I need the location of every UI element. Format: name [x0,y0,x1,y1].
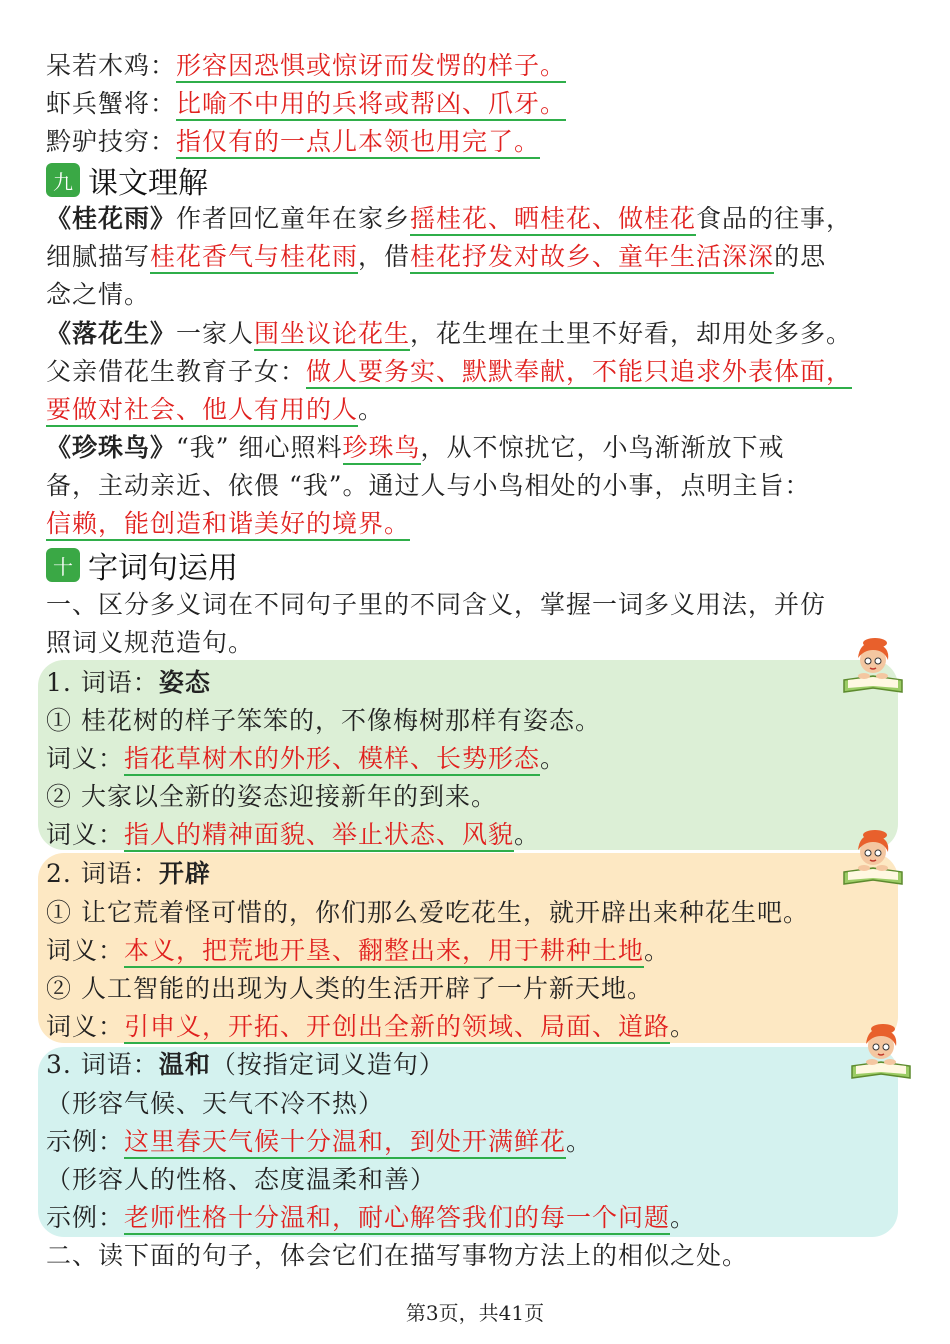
idiom-line [46,124,540,160]
text-line [46,277,150,313]
text-line [46,354,852,390]
text: （形容气候、天气不冷不热） [46,1089,385,1118]
definition-line [46,1086,384,1122]
book-title: 《落花生》 [46,319,177,348]
word-label: 1. 词语： [46,668,159,697]
text-line [46,316,852,352]
meaning-line [46,933,670,969]
section-title: 字词句运用 [88,551,238,586]
text: 一、区分多义词在不同句子里的不同含义，掌握一词多义用法，并仿 [46,590,827,619]
answer: 信赖，能创造和谐美好的境界。 [46,509,410,541]
reading-girl-icon [848,1022,914,1082]
reading-girl-icon [840,636,906,696]
word-label: 2. 词语： [46,859,159,888]
section-title: 课文理解 [88,166,208,201]
meaning-label: 词义： [46,1012,125,1041]
text: 二、读下面的句子，体会它们在描写事物方法上的相似之处。 [46,1241,749,1270]
book-title: 《珍珠鸟》 [46,433,177,462]
answer: 珍珠鸟 [343,433,421,465]
answer: 做人要务实、默默奉献，不能只追求外表体面， [306,357,852,389]
meaning-line [46,741,566,777]
text: 。 [358,395,385,424]
definition-line [46,1162,436,1198]
idiom-answer: 形容因恐惧或惊讶而发愣的样子。 [176,51,566,83]
example-sentence [46,895,809,931]
example-sentence [46,971,653,1007]
answer: 这里春天气候十分温和，到处开满鲜花 [124,1127,566,1159]
text-line [46,239,826,275]
example-label: 示例： [46,1127,125,1156]
text: 的思 [774,242,827,271]
answer: 围坐议论花生 [254,319,410,351]
idiom-line [46,86,566,122]
text: 食品的往事， [696,204,853,233]
text: 念之情。 [46,280,151,309]
answer: 本义，把荒地开垦、翻整出来，用于耕种土地 [124,936,644,968]
text: 。 [514,820,541,849]
word-header [46,1047,445,1083]
book-title: 《桂花雨》 [46,204,177,233]
meaning-label: 词义： [46,744,125,773]
target-word: 温和 [158,1050,211,1079]
meaning-line [46,817,540,853]
answer: 要做对社会、他人有用的人 [46,395,358,427]
idiom-answer: 指仅有的一点儿本领也用完了。 [176,127,540,159]
example-line [46,1200,696,1236]
text: ，从不惊扰它，小鸟渐渐放下戒 [420,433,785,462]
target-word: 开辟 [158,859,211,888]
text: 细腻描写 [46,242,151,271]
section-heading-10 [46,545,238,585]
text: ② 大家以全新的姿态迎接新年的到来。 [46,782,497,811]
text-line [46,201,852,237]
text: 备，主动亲近、依偎 “我”。通过人与小鸟相处的小事，点明主旨： [46,471,811,500]
example-sentence [46,703,601,739]
text: ，花生埋在土里不好看，却用处多多。 [410,319,853,348]
text: ② 人工智能的出现为人类的生活开辟了一片新天地。 [46,974,653,1003]
meaning-label: 词义： [46,820,125,849]
answer: 摇桂花、晒桂花、做桂花 [410,204,696,236]
text: 。 [644,936,671,965]
text: 。 [670,1012,697,1041]
answer: 桂花抒发对故乡、童年生活深深 [410,242,774,274]
page-number: 第3页，共41页 [405,1301,545,1325]
text-line [46,587,826,623]
section-number-badge: 九 [46,163,80,197]
text: ① 桂花树的样子笨笨的，不像梅树那样有姿态。 [46,706,601,735]
text: ，借 [358,242,411,271]
answer: 桂花香气与桂花雨 [150,242,358,274]
text-line [46,625,254,661]
text: 作者回忆童年在家乡 [176,204,411,233]
idiom-line [46,48,566,84]
meaning-label: 词义： [46,936,125,965]
text: （形容人的性格、态度温柔和善） [46,1165,437,1194]
meaning-line [46,1009,696,1045]
example-label: 示例： [46,1203,125,1232]
text: “我” 细心照料 [176,433,343,462]
text: （按指定词义造句） [210,1050,445,1079]
text: 。 [566,1127,593,1156]
section-heading-9 [46,160,208,200]
reading-girl-icon [840,828,906,888]
text: 照词义规范造句。 [46,628,255,657]
text-line [46,392,384,428]
example-sentence [46,779,497,815]
idiom-term: 黔驴技穷： [46,127,177,156]
text-line [46,1238,748,1274]
text: 。 [670,1203,697,1232]
answer: 老师性格十分温和，耐心解答我们的每一个问题 [124,1203,670,1235]
text-line [46,468,811,504]
idiom-term: 虾兵蟹将： [46,89,177,118]
idiom-answer: 比喻不中用的兵将或帮凶、爪牙。 [176,89,566,121]
word-header [46,856,211,892]
text-line [46,430,785,466]
text: 一家人 [176,319,255,348]
answer: 引申义，开拓、开创出全新的领域、局面、道路 [124,1012,670,1044]
answer: 指人的精神面貌、举止状态、风貌 [124,820,514,852]
answer: 指花草树木的外形、模样、长势形态 [124,744,540,776]
section-number-badge: 十 [46,548,80,582]
example-line [46,1124,592,1160]
idiom-term: 呆若木鸡： [46,51,177,80]
text-line [46,506,410,542]
text: 父亲借花生教育子女： [46,357,307,386]
word-label: 3. 词语： [46,1050,159,1079]
word-header [46,665,211,701]
text: 。 [540,744,567,773]
target-word: 姿态 [158,668,211,697]
text: ① 让它荒着怪可惜的，你们那么爱吃花生，就开辟出来种花生吧。 [46,898,809,927]
